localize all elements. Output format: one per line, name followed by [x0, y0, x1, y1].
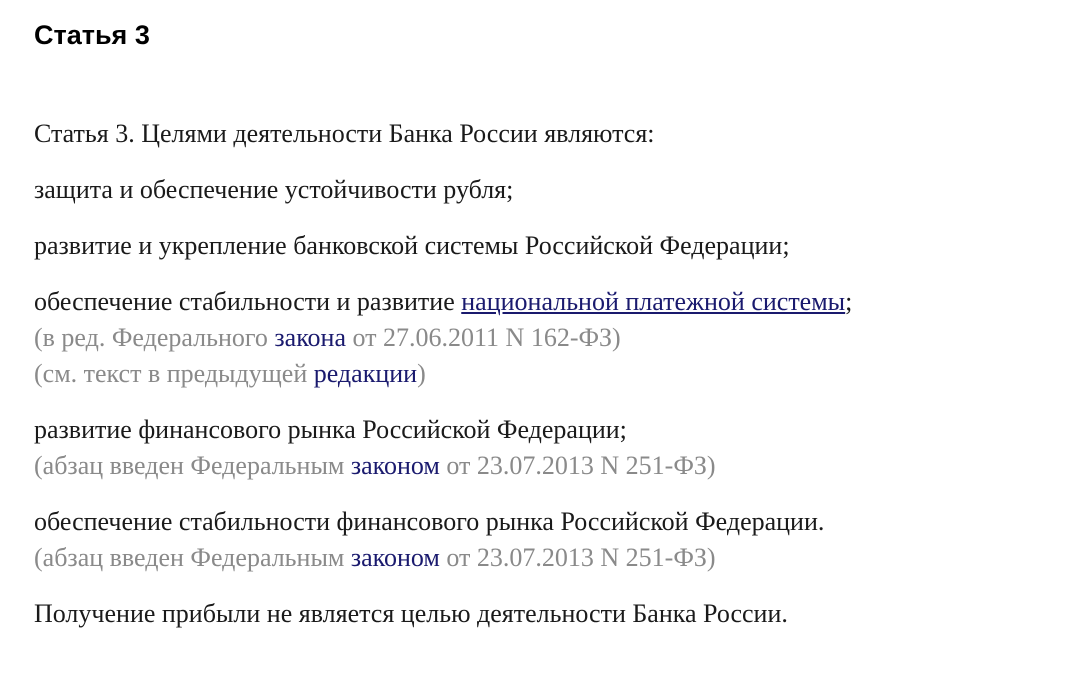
- payment-system-link[interactable]: национальной платежной системы: [461, 287, 846, 316]
- law-link[interactable]: закона: [274, 323, 346, 352]
- goal-block-payment-system: [34, 284, 852, 392]
- goal-block-financial-market: [34, 412, 852, 484]
- article-body: [34, 116, 852, 652]
- law-link[interactable]: законом: [350, 451, 440, 480]
- amendment-note: [34, 320, 852, 356]
- amendment-note: [34, 448, 852, 484]
- intro-paragraph: Статья 3. Целями деятельности Банка России являются:: [34, 119, 655, 148]
- note-text-end: от 27.06.2011 N 162-ФЗ): [345, 323, 621, 352]
- goal-paragraph-ruble: защита и обеспечение устойчивости рубля;: [34, 175, 514, 204]
- paragraph-text: обеспечение стабильности и развитие: [34, 287, 462, 316]
- goal-paragraph-banking-system: развитие и укрепление банковской системы Российской Федерации;: [34, 231, 790, 260]
- law-link[interactable]: законом: [350, 543, 440, 572]
- goal-paragraph-market-stability: обеспечение стабильности финансового рынка Российской Федерации.: [34, 507, 825, 536]
- goal-paragraph-payment-system: [34, 284, 852, 320]
- goal-block-market-stability: [34, 504, 852, 576]
- paragraph-text-end: ;: [845, 287, 853, 316]
- amendment-note: [34, 540, 852, 576]
- note-text: (в ред. Федерального: [34, 323, 275, 352]
- previous-edition-note: [34, 356, 852, 392]
- profit-paragraph: Получение прибыли не является целью деятельности Банка России.: [34, 599, 788, 628]
- note-text-end: ): [417, 359, 426, 388]
- article-heading: Статья 3: [34, 20, 150, 50]
- note-text: (см. текст в предыдущей: [34, 359, 314, 388]
- note-text: (абзац введен Федеральным: [34, 451, 351, 480]
- goal-paragraph-financial-market: развитие финансового рынка Российской Федерации;: [34, 415, 627, 444]
- note-text-end: от 23.07.2013 N 251-ФЗ): [439, 451, 716, 480]
- note-text-end: от 23.07.2013 N 251-ФЗ): [439, 543, 716, 572]
- edition-link[interactable]: редакции: [313, 359, 418, 388]
- note-text: (абзац введен Федеральным: [34, 543, 351, 572]
